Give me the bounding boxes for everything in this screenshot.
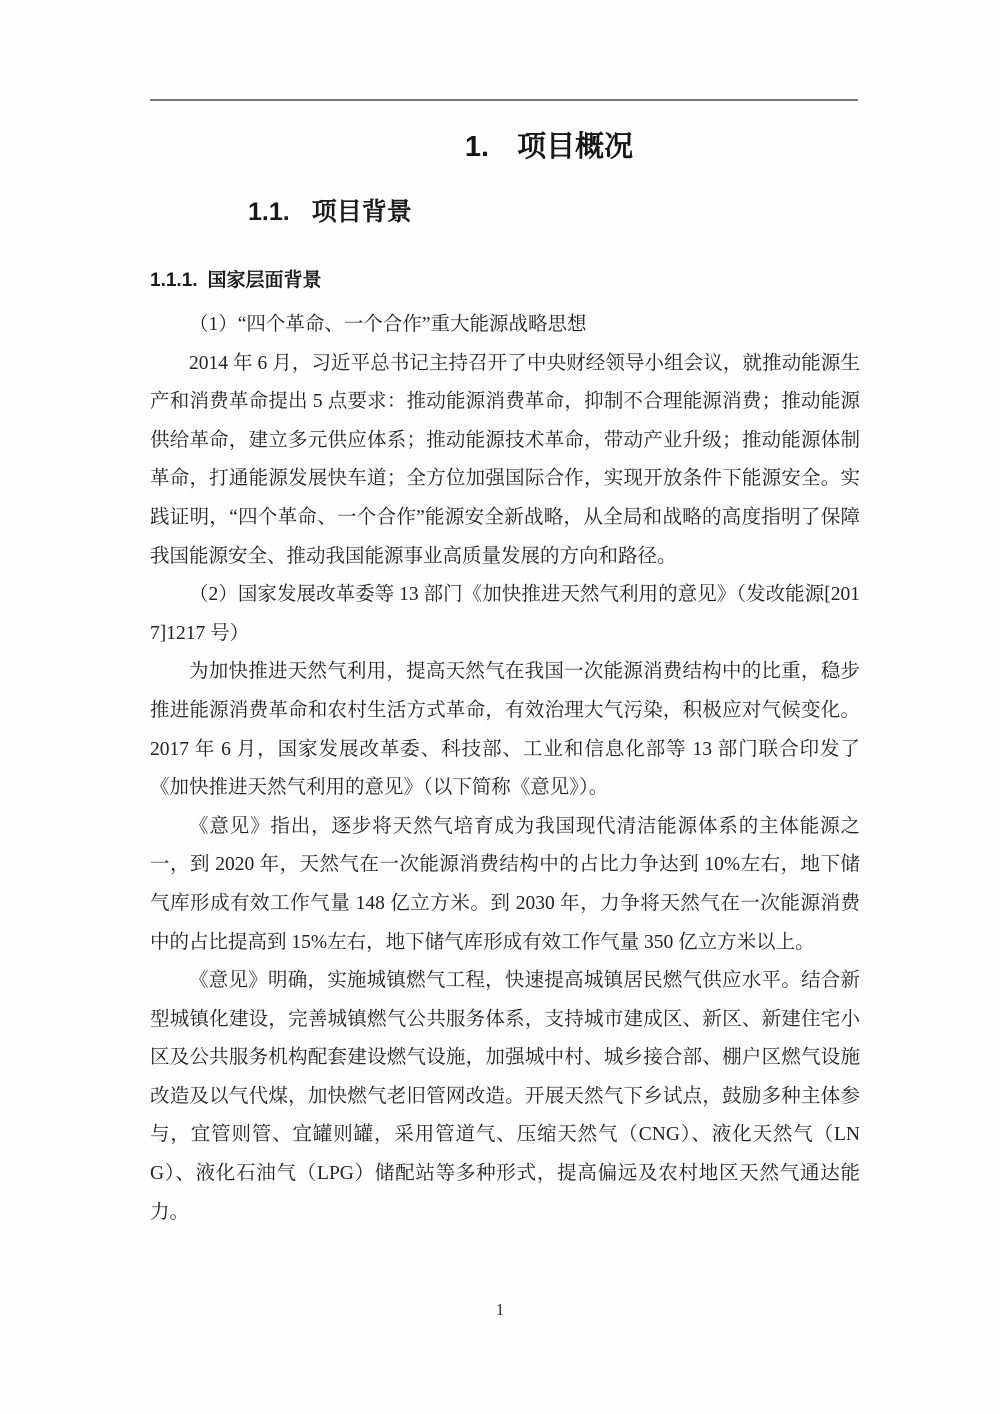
body-text	[150, 306, 860, 1232]
paragraph-body: 《意见》明确，实施城镇燃气工程，快速提高城镇居民燃气供应水平。结合新型城镇化建设，完善城镇燃气公共服务体系，支持城市建成区、新区、新建住宅小区及公共服务机构配套建设燃气设施，加强城中村、城乡接合部、棚户区燃气设施改造及以气代煤，加快燃气老旧管网改造。开展天然气下乡试点，鼓励多种主体参与，宜管则管、宜罐则罐，采用管道气、压缩天然气（CNG）、液化天然气（LNG）、液化石油气（LPG）储配站等多种形式，提高偏远及农村地区天然气通达能力。	[150, 970, 860, 1223]
chapter-heading-title: 项目概况	[517, 131, 634, 163]
chapter-heading	[194, 130, 904, 165]
paragraph-body: 《意见》指出，逐步将天然气培育成为我国现代清洁能源体系的主体能源之一，到 2020 年，天然气在一次能源消费结构中的占比力争达到 10%左右，地下储气库形成有效工作气量 148 亿立方米。到 2030 年，力争将天然气在一次能源消费中的占比提高到 15%左右，地下储气库形成有效工作气量 350 亿立方米以上。	[150, 815, 860, 953]
document-content	[150, 0, 860, 1232]
paragraph-body: 为加快推进天然气利用，提高天然气在我国一次能源消费结构中的比重，稳步推进能源消费革命和农村生活方式革命，有效治理大气污染，积极应对气候变化。2017 年 6 月，国家发展改革委、科技部、工业和信息化部等 13 部门联合印发了《加快推进天然气利用的意见》（以下简称《意见》）。	[150, 661, 860, 799]
page-number: 1	[495, 1300, 505, 1319]
subsection-heading-number: 1.1.1.	[150, 270, 198, 291]
subsection-heading-title: 国家层面背景	[207, 270, 322, 291]
paragraph-list-item: （2）国家发展改革委等 13 部门《加快推进天然气利用的意见》（发改能源[2017]1217 号）	[150, 584, 860, 644]
chapter-heading-number: 1.	[464, 131, 490, 163]
section-heading	[248, 197, 860, 227]
section-heading-number: 1.1.	[248, 198, 290, 226]
section-heading-title: 项目背景	[311, 198, 412, 226]
paragraph-body: 2014 年 6 月，习近平总书记主持召开了中央财经领导小组会议，就推动能源生产和消费革命提出 5 点要求：推动能源消费革命，抑制不合理能源消费；推动能源供给革命，建立多元供应体系；推动能源技术革命，带动产业升级；推动能源体制革命，打通能源发展快车道；全方位加强国际合作，实现开放条件下能源安全。实践证明，“四个革命、一个合作”能源安全新战略，从全局和战略的高度指明了保障我国能源安全、推动我国能源事业高质量发展的方向和路径。	[150, 352, 860, 567]
subsection-heading	[150, 269, 860, 293]
paragraph-list-item: （1）“四个革命、一个合作”重大能源战略思想	[189, 314, 587, 335]
